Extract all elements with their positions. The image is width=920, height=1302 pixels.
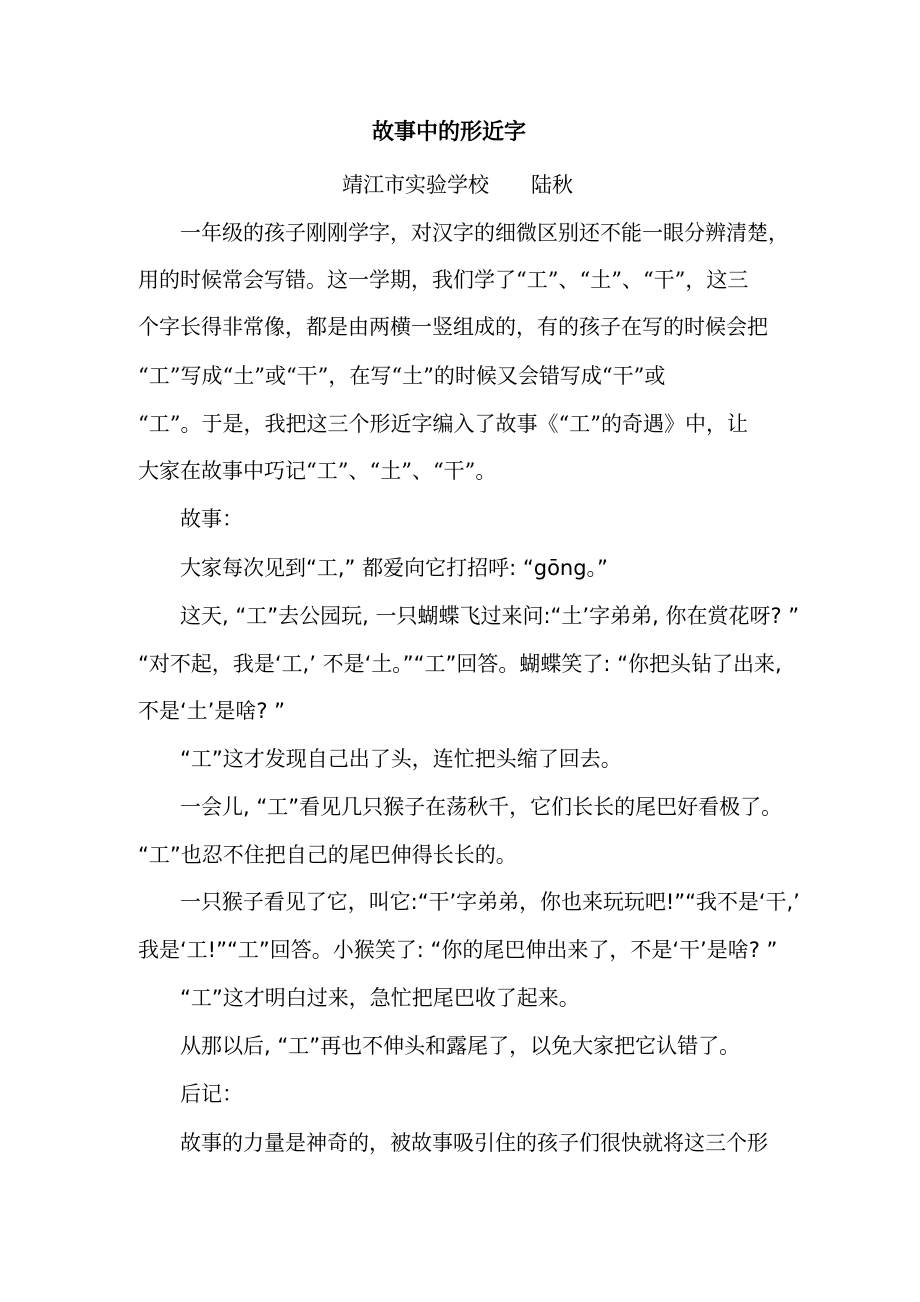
intro-line-6: 大家在故事中巧记“工”、“土”、“干”。 [138, 459, 497, 483]
postscript-heading: 后记： [180, 1082, 243, 1106]
story-line-8: 一只猴子看见了它，叫它:“干’字弟弟，你也来玩玩吧!”“我不是‘干,’ [180, 890, 800, 914]
story-line-5: “工”这才发现自己出了头，连忙把头缩了回去。 [180, 747, 622, 771]
story-line-9: 我是‘工!”“工”回答。小猴笑了: “你的尾巴伸出来了，不是‘干’是啥? ” [138, 938, 778, 962]
intro-line-4: “工”写成“土”或“干”，在写“土”的时候又会错写成“干”或 [138, 364, 666, 388]
document-title: 故事中的形近字 [372, 120, 527, 145]
story-line-11: 从那以后, “工”再也不伸头和露尾了，以免大家把它认错了。 [180, 1034, 741, 1058]
author-byline: 靖江市实验学校 陆秋 [342, 173, 573, 197]
story-line-10: “工”这才明白过来，急忙把尾巴收了起来。 [180, 986, 580, 1010]
story-line-4: 不是‘土’是啥? ” [138, 699, 286, 723]
postscript-line-1: 故事的力量是神奇的，被故事吸引住的孩子们很快就将这三个形 [180, 1131, 768, 1155]
story-line-6: 一会儿, “工”看见几只猴子在荡秋千，它们长长的尾巴好看极了。 [180, 795, 783, 819]
intro-line-5: “工”。于是，我把这三个形近字编入了故事《“工”的奇遇》中，让 [138, 412, 748, 436]
story-line-2: 这天, “工”去公园玩, 一只蝴蝶飞过来问:“土’字弟弟, 你在赏花呀? ” [180, 604, 800, 628]
intro-line-1: 一年级的孩子刚刚学字，对汉字的细微区别还不能一眼分辨清楚， [180, 221, 789, 245]
intro-line-2: 用的时候常会写错。这一学期，我们学了“工”、“土”、“干”，这三 [138, 268, 749, 292]
story-line-7: “工”也忍不住把自己的尾巴伸得长长的。 [138, 843, 517, 867]
story-line-3: “对不起，我是‘工,’ 不是‘土。”“工”回答。蝴蝶笑了: “你把头钻了出来, [138, 652, 782, 676]
story-line-1: 大家每次见到“工,” 都爱向它打招呼: “gōng。” [180, 556, 608, 580]
story-heading: 故事： [180, 507, 243, 531]
intro-line-3: 个字长得非常像，都是由两横一竖组成的，有的孩子在写的时候会把 [138, 315, 768, 339]
